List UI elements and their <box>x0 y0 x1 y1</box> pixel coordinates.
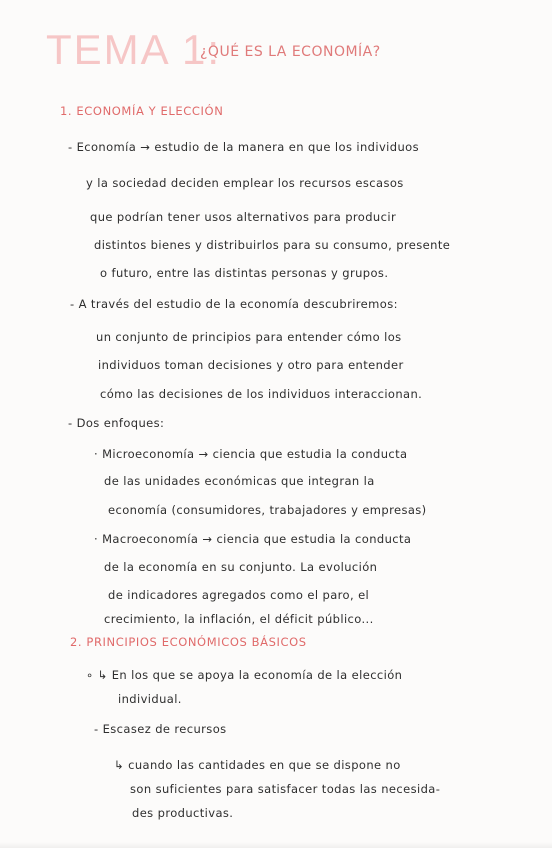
note-line: que podrían tener usos alternativos para producir <box>90 210 397 224</box>
note-line: - A través del estudio de la economía descubriremos: <box>70 297 398 311</box>
note-line: un conjunto de principios para entender cómo los <box>96 330 402 344</box>
note-line: - Economía → estudio de la manera en que los individuos <box>68 140 419 154</box>
title-row <box>46 26 221 74</box>
note-line: o futuro, entre las distintas personas y grupos. <box>100 266 389 280</box>
note-line: crecimiento, la inflación, el déficit público... <box>104 612 374 626</box>
note-line: - Escasez de recursos <box>94 722 227 736</box>
note-line: ∘ ↳ En los que se apoya la economía de la elección <box>86 668 403 682</box>
note-line: de indicadores agregados como el paro, el <box>108 588 370 602</box>
note-line: des productivas. <box>132 806 234 820</box>
note-line: · Microeconomía → ciencia que estudia la conducta <box>94 447 408 461</box>
page-title-topic: TEMA 1: <box>46 26 222 73</box>
note-line: de las unidades económicas que integran la <box>104 474 375 488</box>
section-heading-1: 1. ECONOMÍA Y ELECCIÓN <box>60 104 224 118</box>
note-line: son suficientes para satisfacer todas las necesida- <box>130 782 441 796</box>
note-line: · Macroeconomía → ciencia que estudia la conducta <box>94 532 412 546</box>
page-title-question: ¿QUÉ ES LA ECONOMÍA? <box>200 44 381 60</box>
note-line: ↳ cuando las cantidades en que se dispone no <box>114 758 401 772</box>
section-heading-2: 2. PRINCIPIOS ECONÓMICOS BÁSICOS <box>70 635 307 649</box>
note-line: individuos toman decisiones y otro para entender <box>98 358 404 372</box>
note-line: economía (consumidores, trabajadores y empresas) <box>108 503 427 517</box>
note-line: y la sociedad deciden emplear los recursos escasos <box>86 176 404 190</box>
note-line: distintos bienes y distribuirlos para su consumo, presente <box>94 238 451 252</box>
page-edge <box>0 842 552 848</box>
note-line: individual. <box>118 692 182 706</box>
note-line: cómo las decisiones de los individuos interaccionan. <box>100 387 423 401</box>
note-line: - Dos enfoques: <box>68 416 165 430</box>
note-line: de la economía en su conjunto. La evolución <box>104 560 378 574</box>
